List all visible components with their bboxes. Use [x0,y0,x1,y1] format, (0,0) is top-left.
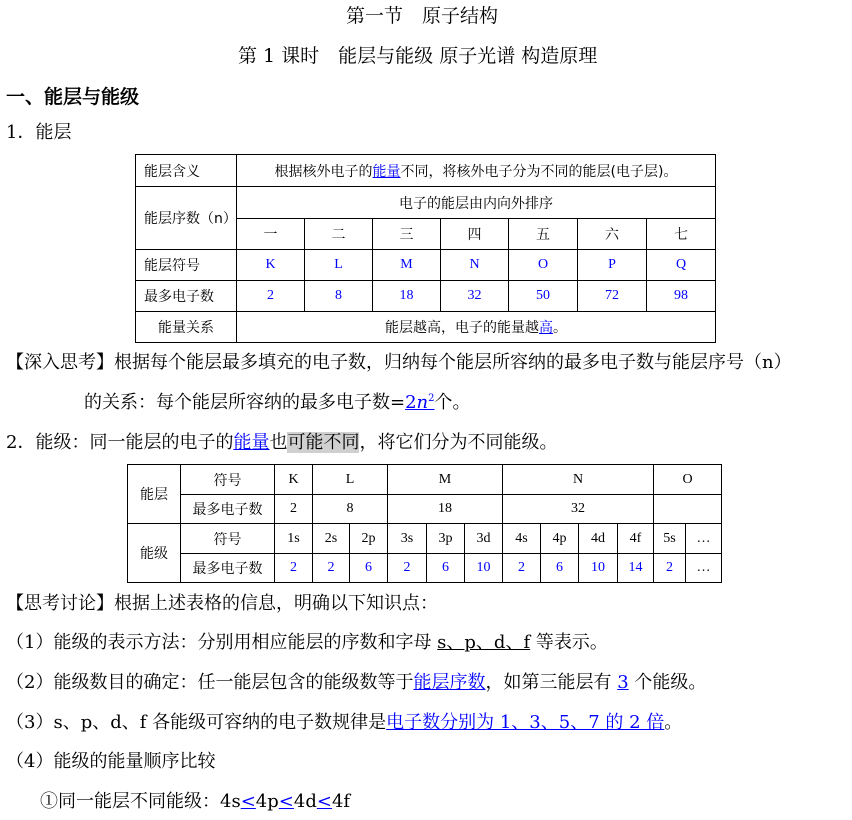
layer-symbol: N [503,465,654,495]
sublevel-label: 能级 [128,524,181,583]
discuss-p5: ①同一能层不同能级：4s<4p<4d<4f [40,791,351,812]
sublevel-max: 6 [427,554,465,583]
layer-symbol: O [654,465,722,495]
layer-max-label: 最多电子数 [181,495,275,524]
p2-number: 3 [617,672,629,693]
sublevel-symbol: 3p [427,524,465,554]
sublevel-symbol: 1s [275,524,313,554]
sublevel-symbol: 3d [465,524,503,554]
sublevel-max: 2 [654,554,686,583]
meaning-label: 能层含义 [136,155,237,187]
layer-order: 六 [578,219,647,250]
discuss-p3: （3）s、p、d、f 各能级可容纳的电子数规律是电子数分别为 1、3、5、7 的 2 倍。 [6,712,683,733]
layer-label: 能层 [128,465,181,524]
layer-max [654,495,722,524]
order-op: < [316,791,332,812]
discuss-p2: （2）能级数目的确定：任一能层包含的能级数等于能层序数，如第三能层有 3 个能级。 [6,672,707,693]
symbol-label: 能层符号 [136,250,237,281]
layer-symbol: M [373,250,441,281]
discuss-title: 【思考讨论】根据上述表格的信息，明确以下知识点： [6,593,438,614]
layer-max-electrons: 72 [578,281,647,312]
sublevel-symbol: 2p [350,524,388,554]
sublevel-max: 2 [275,554,313,583]
layer-max-electrons: 2 [237,281,305,312]
sublevel-symbol: 5s [654,524,686,554]
layer-max-electrons: 8 [305,281,373,312]
sublevel-symbol: 4s [503,524,541,554]
layer-symbol-label: 符号 [181,465,275,495]
item2-highlight: 可能不同 [287,432,360,453]
max-electron-label: 最多电子数 [136,281,237,312]
sublevel-max: 2 [503,554,541,583]
sublevel-symbol: 2s [313,524,350,554]
sublevel-max: 2 [313,554,350,583]
layer-max: 2 [275,495,313,524]
item2-answer: 能量 [233,432,270,453]
think1-line2: 的关系：每个能层所容纳的最多电子数$=2n^2$个。 [84,392,471,413]
chapter-title: 第一节 原子结构 [346,5,499,27]
sublevel-max: 10 [465,554,503,583]
sublevel-max: 2 [388,554,427,583]
sublevel-symbol: 4f [618,524,654,554]
sublevel-table [127,464,722,583]
sublevel-symbol: 4p [541,524,579,554]
layer-symbol: M [388,465,503,495]
sublevel-symbol-label: 符号 [181,524,275,554]
section-heading: 一、能层与能级 [6,86,140,108]
item2-line: 2．能级：同一能层的电子的能量也可能不同，将它们分为不同能级。 [6,432,558,453]
layer-symbol: N [441,250,509,281]
sublevel-max: 14 [618,554,654,583]
think1-line1: 【深入思考】根据每个能层最多填充的电子数，归纳每个能层所容纳的最多电子数与能层序号（n） [6,352,792,373]
item1-heading: 1．能层 [6,122,72,143]
sublevel-max: 6 [541,554,579,583]
sublevel-max: 10 [579,554,618,583]
layer-symbol: K [275,465,313,495]
sublevel-symbol: 3s [388,524,427,554]
layer-max-electrons: 32 [441,281,509,312]
layer-max-electrons: 50 [509,281,578,312]
layer-symbol: O [509,250,578,281]
layer-symbol: K [237,250,305,281]
layer-max-electrons: 18 [373,281,441,312]
relation-answer: 高 [539,320,553,336]
order-header: 电子的能层由内向外排序 [237,187,716,219]
discuss-p1: （1）能级的表示方法：分别用相应能层的序数和字母 s、p、d、f 等表示。 [6,632,608,653]
layer-symbol: P [578,250,647,281]
layer-symbol: L [313,465,388,495]
relation-label: 能量关系 [136,312,237,343]
layer-max: 8 [313,495,388,524]
p1-answer: s、p、d、f [437,632,531,653]
layer-order: 三 [373,219,441,250]
layer-order: 一 [237,219,305,250]
discuss-p4: （4）能级的能量顺序比较 [6,751,216,772]
p3-answer: 电子数分别为 1、3、5、7 的 2 倍 [386,712,665,733]
sublevel-symbol: … [686,524,722,554]
sublevel-max: … [686,554,722,583]
think1-answer: $2n^2$ [405,392,435,413]
sublevel-symbol: 4d [579,524,618,554]
relation-cell: 能层越高，电子的能量越高。 [237,312,716,343]
p2-answer: 能层序数 [413,672,486,693]
meaning-answer: 能量 [372,163,401,180]
layer-symbol: L [305,250,373,281]
layer-order: 四 [441,219,509,250]
layer-max: 18 [388,495,503,524]
layer-symbol: Q [647,250,716,281]
layer-order: 五 [509,219,578,250]
layer-max: 32 [503,495,654,524]
sublevel-max: 6 [350,554,388,583]
order-label: 能层序数（n） [136,187,237,250]
layer-order: 二 [305,219,373,250]
order-op: < [278,791,294,812]
layer-max-electrons: 98 [647,281,716,312]
meaning-cell: 根据核外电子的能量不同，将核外电子分为不同的能层(电子层)。 [237,155,716,187]
sublevel-max-label: 最多电子数 [181,554,275,583]
layer-order: 七 [647,219,716,250]
order-op: < [240,791,256,812]
energy-layer-table [135,154,716,343]
lesson-title: 第 1 课时 能层与能级 原子光谱 构造原理 [238,45,598,67]
